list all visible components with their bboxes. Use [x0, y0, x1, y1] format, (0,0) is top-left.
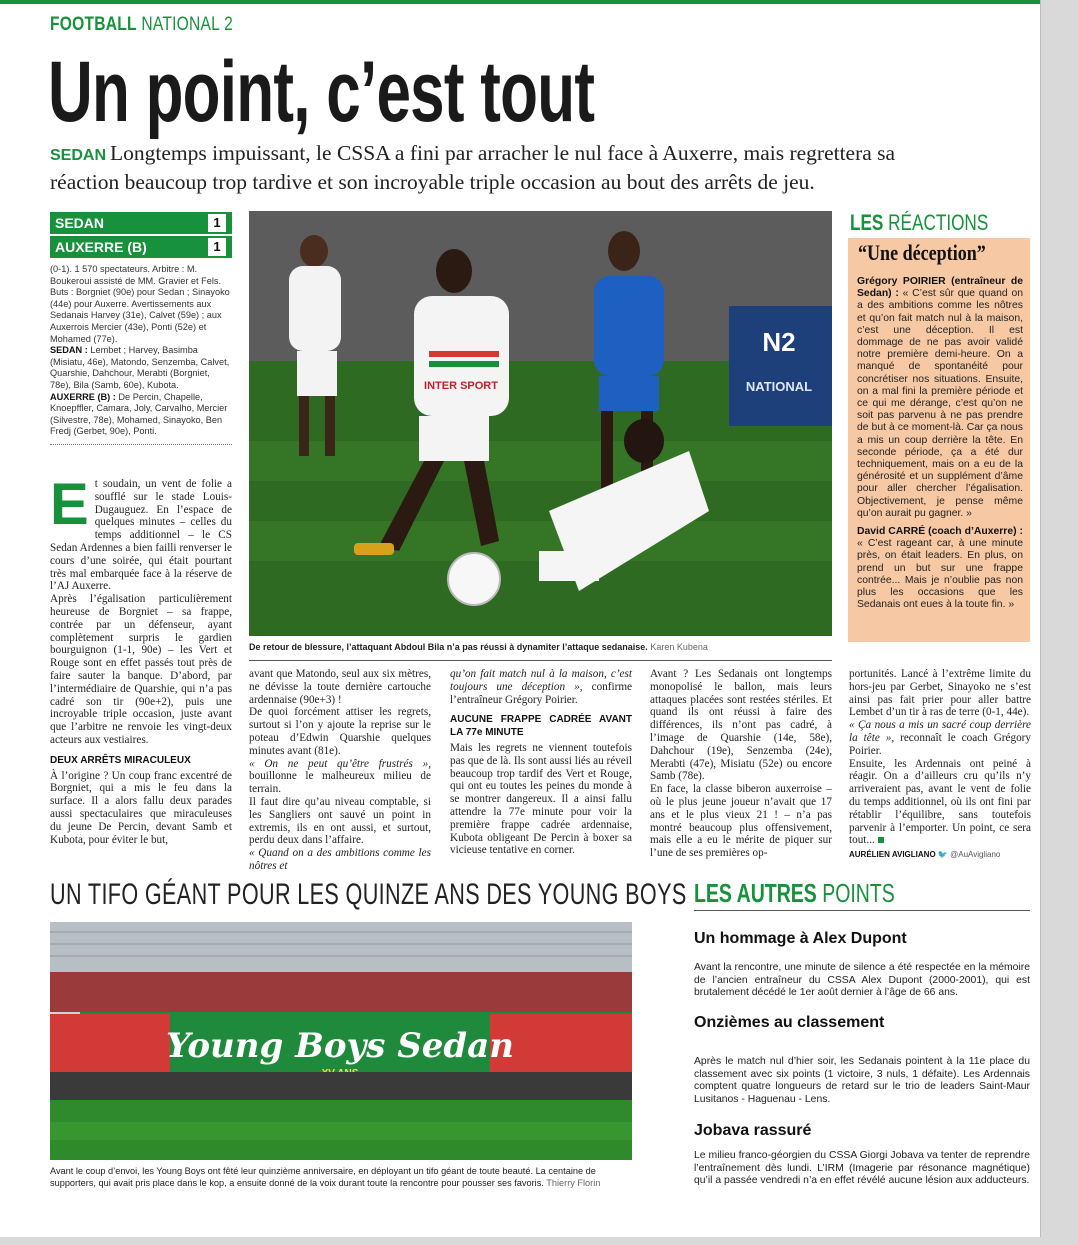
- home-goals: 1: [208, 214, 226, 232]
- match-photo: [249, 211, 832, 636]
- standfirst: [50, 140, 940, 195]
- auxerre-lineup: [50, 392, 232, 438]
- twitter-icon: 🐦: [937, 850, 948, 860]
- author-twitter: @AuAvigliano: [950, 850, 1001, 860]
- article-ending: Ensuite, les Ardennais ont peiné à réagir. On a d’ailleurs cru qu’ils n’y arriveraient pas, avant le vent de folie du temps additionnel, où ils ont fini par rétablir l’équilibre, sans toutefois parvenir à l’emporter. Un point, ce sera tout...: [849, 757, 1031, 847]
- article-paragraph: Mais les regrets ne viennent toutefois pas que de là. Ils sont aussi liés au réveil beaucoup trop tardif des Vert et Rouge, qui ont eu toutes les peines du monde à se montrer dangereux. Il a ainsi fallu attendre la 77e minute pour voir la première frappe cadrée ardennaise, Kubota obligeant De Percin à boxer sa vicieuse tentative en corner.: [450, 741, 632, 857]
- article-paragraph: portunités. Lancé à l’extrême limite du hors-jeu par Gerbet, Sinayoko ne s’est ainsi pas fait prier pour aller battre Lembet d’un tir à ras de terre (0-1, 44e).: [849, 668, 1031, 719]
- article-paragraph: t soudain, un vent de folie a soufflé sur le stade Louis-Dugauguez. En l’espace de quelques minutes – celles du temps additionnel – le CS Sedan Ardennes a bien failli renverser le cours d’une soirée, qui était pourtant très mal embarquée face à la réserve de l’AJ Auxerre.: [50, 478, 232, 593]
- reaction-carre: [857, 526, 1023, 611]
- article-paragraph: [249, 758, 431, 796]
- quote: « Quand on a des ambitions comme les nôtres et: [249, 847, 431, 872]
- tifo-credit: Thierry Florin: [546, 1178, 601, 1188]
- article-column-2: [249, 668, 431, 873]
- auxerre-lineup-label: AUXERRE (B) :: [50, 391, 116, 402]
- article-column-5: [849, 668, 1031, 862]
- other-points-label-b: POINTS: [822, 878, 895, 908]
- standfirst-kicker: SEDAN: [50, 147, 107, 164]
- other-points-title: [694, 878, 895, 909]
- away-team: AUXERRE (B): [55, 239, 147, 255]
- board-national: NATIONAL: [745, 379, 813, 394]
- brief-title: Jobava rassuré: [694, 1122, 812, 1139]
- home-team: SEDAN: [55, 215, 105, 231]
- article-paragraph: Avant ? Les Sedanais ont longtemps monopolisé le ballon, mais leurs attaques placées sont restées stériles. Et quand ils ont réussi à faire des différences, ils n’ont pas cadré, à l’image de Quarshie (14e, 58e), Dahchour (19e), Senzemba (24e), Merabti (47e), Misiatu (52e) ou encore Samb (78e).: [650, 668, 832, 783]
- reaction-poirier: [857, 276, 1023, 520]
- rubric-section: FOOTBALL: [50, 14, 137, 35]
- photo-caption-text: De retour de blessure, l’attaquant Abdoul Bila n’a pas réussi à dynamiter l’attaque sedanaise.: [249, 642, 648, 652]
- article-column-3: [450, 668, 632, 857]
- article-subheading: DEUX ARRÊTS MIRACULEUX: [50, 754, 191, 766]
- other-points-rule: [694, 910, 1030, 911]
- auxerre-lineup-text: De Percin, Chapelle, Knoepffler, Camara, Joly, Carvalho, Mercier (Silvestre, 78e), Mohamed, Sinayoko, Ben Fredj (Gerbet, 90e), Ponti.: [50, 391, 228, 437]
- article-paragraph: À l’origine ? Un coup franc excentré de Borgniet, qui a mis le feu dans la surface. Il a alors fallu deux parades aussi spectaculaires que miraculeuses du jeune De Percin, devant Samb et Kubota, pour éviter le but,: [50, 769, 232, 846]
- reactions-label-b: RÉACTIONS: [888, 210, 989, 235]
- score-row-home: [50, 212, 232, 234]
- reaction-quote: « C’est rageant car, à une minute près, on était leaders. En plus, on prend un but sur une frappe contrée... Mais je n’oublie pas non plus les occasions que les Sedanais ont eues à la toute fin. »: [857, 538, 1023, 611]
- match-goals-cards: Buts : Borgniet (90e) pour Sedan ; Sinayoko (44e) pour Auxerre. Avertissements aux Sedanais Harvey (31e), Calvet (59e) ; aux Auxerrois Mercier (43e), Ponti (52e) et Mohamed (77e).: [50, 287, 230, 344]
- sedan-lineup-text: Lembet ; Harvey, Basimba (Misiatu, 46e), Matondo, Senzemba, Calvet, Quarshie, Dahchour, Merabti (Borgniet, 78e), Bila (Samb, 60e), Kubota.: [50, 345, 230, 390]
- reactions-quote-title: “Une déception”: [858, 240, 986, 265]
- end-mark-icon: [878, 837, 884, 843]
- article-paragraph: [849, 758, 1031, 848]
- match-photo-illustration: [249, 211, 832, 636]
- shirt-sponsor: INTER SPORT: [424, 380, 498, 392]
- article-paragraph: En face, la classe biberon auxerroise – où le plus jeune joueur n’avait que 17 ans et le plus vieux 21 ! – n’a pas montré beaucoup plus offensivement, mais elle a eu le mérite de piquer sur l’une de ses premières op-: [650, 783, 832, 860]
- brief-text: Après le match nul d’hier soir, les Sedanais pointent à la 11e place du classement avec six points (1 victoire, 3 nuls, 1 défaite). Les Ardennais comptent quatre longueurs de retard sur le trio de leaders Saint-Maur Lusitanos - Haguenau - Lens.: [694, 1056, 1030, 1105]
- bottom-margin: [0, 1237, 1078, 1245]
- reaction-speaker: David CARRÉ (coach d’Auxerre) :: [857, 526, 1023, 538]
- reaction-speaker: Grégory POIRIER (entraîneur de Sedan) :: [857, 276, 1023, 300]
- reactions-text: [857, 276, 1023, 611]
- tifo-title: UN TIFO GÉANT POUR LES QUINZE ANS DES YOUNG BOYS: [50, 878, 687, 911]
- article-paragraph: [450, 668, 632, 706]
- brief-title: Un hommage à Alex Dupont: [694, 930, 907, 947]
- article-subheading: AUCUNE FRAPPE CADRÉE AVANT LA 77e MINUTE: [450, 714, 632, 739]
- reactions-label-a: LES: [850, 210, 884, 235]
- article-paragraph: Il faut dire qu’au niveau comptable, si les Sangliers ont sauvé un point in extremis, ils en ont aussi, et surtout, perdu deux dans l’affaire.: [249, 795, 431, 847]
- quote-follow: confirme l’entraîneur Grégory Poirier.: [450, 680, 632, 706]
- author-name: AURÉLIEN AVIGLIANO: [849, 850, 936, 860]
- brief-text: Avant la rencontre, une minute de silence a été respectée en la mémoire de l’ancien entraîneur du CSSA Alex Dupont (2000-2001), qui est brutalement décédé le 1er août dernier à l’âge de 66 ans.: [694, 962, 1030, 999]
- top-rule: [0, 0, 1040, 4]
- article-paragraph: [849, 719, 1031, 757]
- article-paragraph: avant que Matondo, seul aux six mètres, ne dévisse la toute dernière cartouche ardennaise (90e+3) !: [249, 668, 431, 706]
- tifo-photo: [50, 922, 632, 1160]
- score-box: [50, 212, 232, 260]
- tifo-photo-illustration: [50, 922, 632, 1160]
- reaction-quote: « C’est sûr que quand on a des ambitions comme les nôtres et qu’on fait match nul à la maison, c’est une déception. Il est dommage de ne pas avoir validé notre première demi-heure. On a manqué de spontanéité pour concrétiser nos situations. Ensuite, on a mal fini la première période et ce qui me dérange, c’est qu’on ne soit pas parvenu à ne pas prendre de but à ce moment-là. Car ça nous a mis un coup derrière la tête. En seconde période, ça a été dur techniquement, mais on a eu de la générosité et un supplément d’âme pour aller chercher l’égalisation. Objectivement, je pense même qu’on aurait pu gagner. »: [857, 288, 1024, 519]
- board-n2: N2: [762, 327, 796, 357]
- reactions-title: [850, 210, 988, 236]
- caption-rule: [249, 660, 832, 661]
- photo-caption: [249, 642, 832, 652]
- headline: Un point, c’est tout: [48, 44, 595, 140]
- rubric: [50, 14, 233, 36]
- away-goals: 1: [208, 238, 226, 256]
- article-column-4: [650, 668, 832, 860]
- quote: « Ça nous a mis un sacré coup derrière la tête »,: [849, 719, 1031, 744]
- score-row-away: [50, 236, 232, 258]
- match-info: (0-1). 1 570 spectateurs. Arbitre : M. Boukeroui assisté de MM. Gravier et Fels.: [50, 264, 222, 286]
- match-details: [50, 264, 232, 438]
- rubric-league: NATIONAL 2: [141, 14, 234, 35]
- quote-follow: bouillonne le malheureux milieu de terrain.: [249, 770, 431, 796]
- other-points-label-a: LES AUTRES: [694, 878, 817, 908]
- tifo-caption-text: Avant le coup d’envoi, les Young Boys ont fêté leur quinzième anniversaire, en déployant un tifo géant de toute beauté. La centaine de supporters, qui avait pris place dans le kop, a ensuite donné de la voix durant toute la rencontre pour pousser ses favoris.: [50, 1166, 596, 1188]
- sedan-lineup-label: SEDAN :: [50, 345, 88, 356]
- tifo-banner-text: Young Boys Sedan: [166, 1026, 514, 1066]
- article-paragraph: De quoi forcément attiser les regrets, surtout si l’on y ajoute la reprise sur le poteau d’Edwin Quarshie quelques minutes avant (81e).: [249, 706, 431, 757]
- article-column-1: [50, 472, 232, 846]
- sedan-lineup: [50, 345, 232, 391]
- quote: « On ne peut qu’être frustrés »,: [249, 757, 431, 770]
- article-paragraph: Après l’égalisation particulièrement heureuse de Borgniet – sa frappe, contrée par un défenseur, ayant complètement surpris le gardien bourguignon (1-1, 90e) – les Vert et Rouge sont en effet passés tout près de faire sauter la banque. D’abord, par l’intermédiaire de Quarshie, qui n’a pas cadré son tir (90e+2), puis une incroyable triple occasion, juste avant que l’arbitre ne renvoie les vingt-deux acteurs aux vestiaires.: [50, 593, 232, 746]
- byline: [849, 849, 1031, 862]
- brief-title: Onzièmes au classement: [694, 1014, 885, 1031]
- quote: qu’on fait match nul à la maison, c’est toujours une déception »,: [450, 668, 632, 693]
- dropcap: E: [50, 472, 89, 537]
- tifo-caption: [50, 1165, 632, 1189]
- brief-text: Le milieu franco-géorgien du CSSA Giorgi Jobava va tenter de reprendre l’entraînement dès lundi. L’IRM (Imagerie par résonance magnétique) qu’il a passée vendredi n’a en effet révélé aucune lésion aux adducteurs.: [694, 1150, 1030, 1187]
- standfirst-text: Longtemps impuissant, le CSSA a fini par arracher le nul face à Auxerre, mais regrettera sa réaction beaucoup trop tardive et son incroyable triple occasion au bout des arrêts de jeu.: [50, 141, 896, 194]
- details-divider: [50, 444, 232, 445]
- photo-credit: Karen Kubena: [650, 642, 708, 652]
- quote-follow: reconnaît le coach Grégory Poirier.: [849, 731, 1031, 757]
